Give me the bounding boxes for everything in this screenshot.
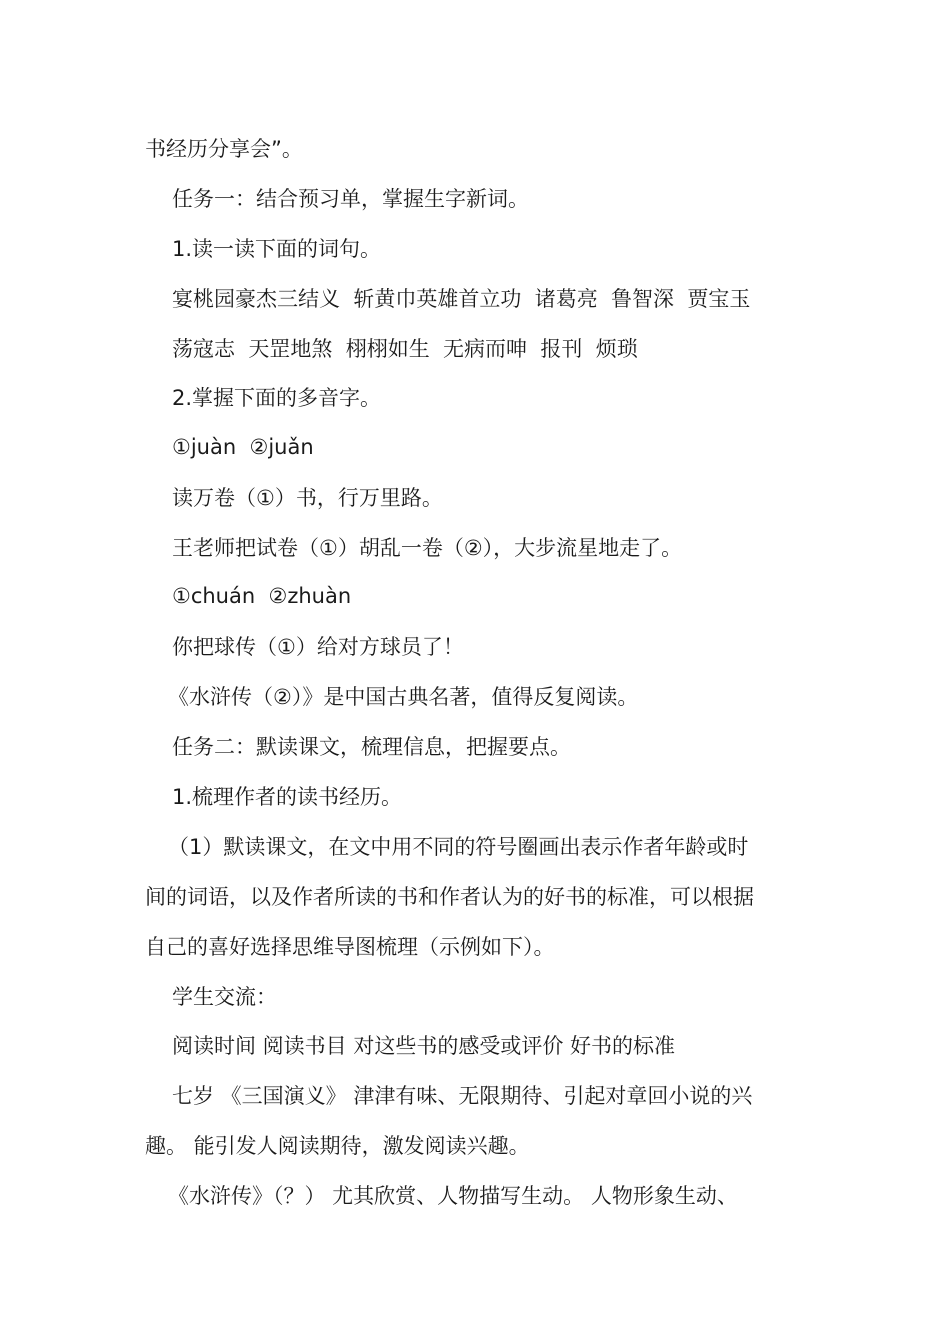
table-row-line: 七岁 《三国演义》 津津有味、无限期待、引起对章回小说的兴 [172,1084,753,1108]
student-exchange-label: 学生交流： [172,985,277,1009]
table-row-line: 《水浒传》（？） 尤其欣赏、人物描写生动。 人物形象生动、 [168,1184,738,1208]
example-sentence: 读万卷（①）书，行万里路。 [172,486,443,510]
paragraph-line: 书经历分享会”。 [145,137,303,161]
paragraph-line: （1）默读课文，在文中用不同的符号圈画出表示作者年龄或时 [168,835,749,859]
word-list-line: 宴桃园豪杰三结义 斩黄巾英雄首立功 诸葛亮 鲁智深 贾宝玉 [172,287,751,311]
task-two-heading: 任务二：默读课文，梳理信息，把握要点。 [172,735,571,759]
example-sentence: 你把球传（①）给对方球员了！ [172,635,464,659]
paragraph-line: 自己的喜好选择思维导图梳理（示例如下）。 [145,935,555,959]
table-header-line: 阅读时间 阅读书目 对这些书的感受或评价 好书的标准 [172,1034,676,1058]
pinyin-options: ①juàn ②juǎn [172,435,314,459]
example-sentence: 王老师把试卷（①）胡乱一卷（②），大步流星地走了。 [172,536,683,560]
table-row-line: 趣。 能引发人阅读期待，激发阅读兴趣。 [145,1134,530,1158]
subheading-polyphones: 2.掌握下面的多音字。 [172,386,382,410]
pinyin-options: ①chuán ②zhuàn [172,584,352,608]
paragraph-line: 间的词语，以及作者所读的书和作者认为的好书的标准，可以根据 [145,885,754,909]
word-list-line: 荡寇志 天罡地煞 栩栩如生 无病而呻 报刊 烦琐 [172,337,638,361]
task-one-heading: 任务一：结合预习单，掌握生字新词。 [172,187,529,211]
example-sentence: 《水浒传（②）》是中国古典名著，值得反复阅读。 [168,685,639,709]
subheading-read-words: 1.读一读下面的词句。 [172,237,382,261]
subheading-reading-history: 1.梳理作者的读书经历。 [172,785,403,809]
